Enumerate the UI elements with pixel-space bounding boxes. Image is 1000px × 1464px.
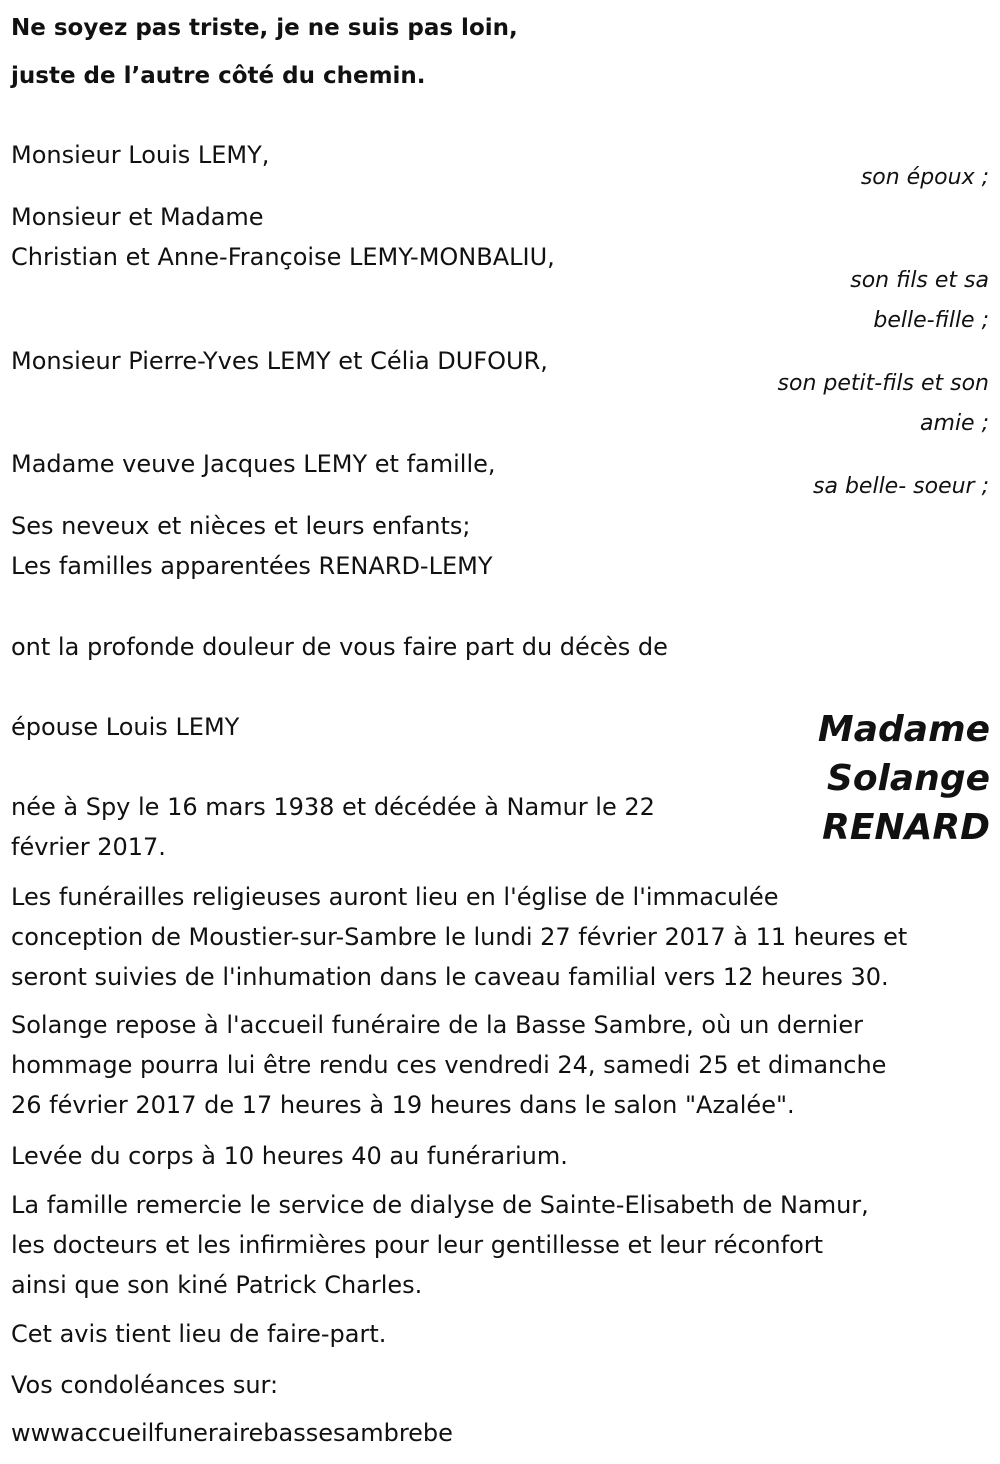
family-others-line-2: Les familles apparentées RENARD-LEMY <box>11 552 493 580</box>
quote-line-2: juste de l’autre côté du chemin. <box>11 63 426 89</box>
birth-death-line-1: née à Spy le 16 mars 1938 et décédée à Namur le 22 <box>11 793 655 821</box>
visitation-line-2: hommage pourra lui être rendu ces vendredi 24, samedi 25 et dimanche <box>11 1051 887 1079</box>
family-grandson-relation-line-2: amie ; <box>920 411 989 436</box>
family-husband-name: Monsieur Louis LEMY, <box>11 141 270 169</box>
family-sister-in-law-relation: sa belle- soeur ; <box>813 474 989 499</box>
notice-text: Cet avis tient lieu de faire-part. <box>11 1320 387 1348</box>
deceased-name-line-3: RENARD <box>822 807 990 848</box>
family-sister-in-law-name: Madame veuve Jacques LEMY et famille, <box>11 450 496 478</box>
thanks-paragraph <box>11 1185 996 1305</box>
condolences-url: wwwaccueilfunerairebassesambrebe <box>11 1419 453 1447</box>
visitation-paragraph <box>11 1005 996 1125</box>
deceased-name-line-1: Madame <box>817 709 990 750</box>
funeral-line-1: Les funérailles religieuses auront lieu en l'église de l'immaculée <box>11 883 779 911</box>
thanks-line-1: La famille remercie le service de dialyse de Sainte-Elisabeth de Namur, <box>11 1191 869 1219</box>
body-removal-text: Levée du corps à 10 heures 40 au funérarium. <box>11 1142 568 1170</box>
funeral-line-3: seront suivies de l'inhumation dans le caveau familial vers 12 heures 30. <box>11 963 889 991</box>
visitation-line-1: Solange repose à l'accueil funéraire de la Basse Sambre, où un dernier <box>11 1011 863 1039</box>
family-grandson-name: Monsieur Pierre-Yves LEMY et Célia DUFOUR, <box>11 347 548 375</box>
family-grandson-relation-line-1: son petit-fils et son <box>777 371 989 396</box>
thanks-line-2: les docteurs et les infirmières pour leur gentillesse et leur réconfort <box>11 1231 824 1259</box>
thanks-line-3: ainsi que son kiné Patrick Charles. <box>11 1271 423 1299</box>
announcement-text: ont la profonde douleur de vous faire part du décès de <box>11 633 668 661</box>
family-others-line-1: Ses neveux et nièces et leurs enfants; <box>11 512 471 540</box>
family-son-line-2: Christian et Anne-Françoise LEMY-MONBALIU, <box>11 243 555 271</box>
deceased-spouse: épouse Louis LEMY <box>11 713 240 741</box>
family-son-relation-line-1: son fils et sa <box>850 268 989 293</box>
family-husband-relation: son époux ; <box>860 165 989 190</box>
quote-line-1: Ne soyez pas triste, je ne suis pas loin, <box>11 15 518 41</box>
funeral-line-2: conception de Moustier-sur-Sambre le lundi 27 février 2017 à 11 heures et <box>11 923 908 951</box>
visitation-line-3: 26 février 2017 de 17 heures à 19 heures dans le salon "Azalée". <box>11 1091 795 1119</box>
family-son-relation-line-2: belle-fille ; <box>873 308 989 333</box>
deceased-name <box>818 705 990 852</box>
family-son-line-1: Monsieur et Madame <box>11 203 264 231</box>
funeral-paragraph <box>11 877 996 997</box>
deceased-name-line-2: Solange <box>826 758 990 799</box>
birth-death-line-2: février 2017. <box>11 833 166 861</box>
condolences-label: Vos condoléances sur: <box>11 1371 279 1399</box>
